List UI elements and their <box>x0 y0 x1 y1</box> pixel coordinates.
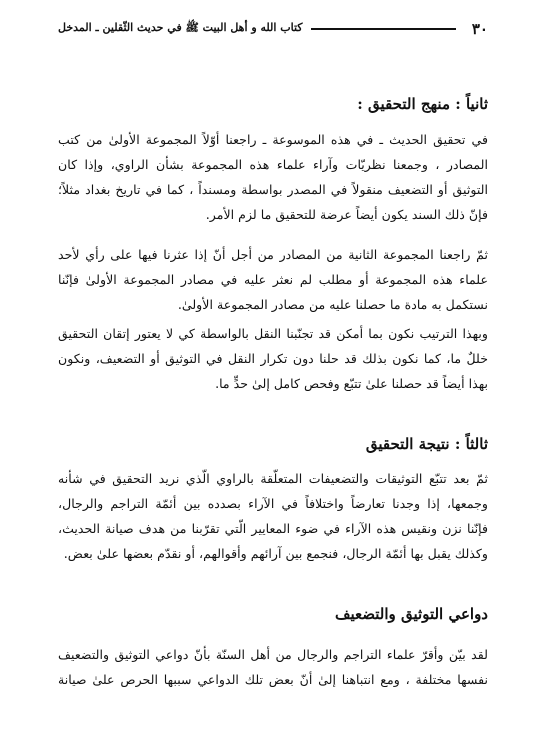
text-line: خللٌ ما، كما نكون بذلك قد حلنا دون تكرار النقل في التوثيق أو التضعيف، ونكون <box>58 351 488 366</box>
header-rule <box>311 28 456 30</box>
text-line: وكذلك يقبل بها أئمّة الرجال، فنجمع بين آرائهم وأقوالهم، أو نقدّم بعضها علىٰ بعض. <box>63 546 488 561</box>
section-result <box>58 432 488 456</box>
page-number: ٣٠ <box>471 20 488 38</box>
section-heading: دواعي التوثيق والتضعيف <box>334 605 488 623</box>
running-header <box>58 18 488 40</box>
running-title: كتاب الله و أهل البيت ﷺ في حديث الثّقلين ـ المدخل <box>58 21 303 34</box>
text-line: علماء هذه المجموعة أو مطلب لم نعثر عليه في مصادر المجموعة الأولىٰ فإنّنا <box>58 272 488 287</box>
text-line: التوثيق أو التضعيف منقولاً في المصدر بواسطة ومسنداً ، كما في تاريخ بغداد مثلاً؛ <box>58 182 488 197</box>
text-line: في تحقيق الحديث ـ في هذه الموسوعة ـ راجعنا أوّلاً المجموعة الأولىٰ من كتب <box>58 132 488 147</box>
text-line: بهذا أيضاً قد حصلنا علىٰ تتبّع وفحص كامل إلىٰ حدٍّ ما. <box>215 376 488 391</box>
paragraph <box>58 642 488 692</box>
text-line: لقد بيّن وأقرّ علماء التراجم والرجال من أهل السنّة بأنّ دواعي التوثيق والتضعيف <box>58 647 488 662</box>
paragraph <box>58 127 488 227</box>
text-line: فإنّ ذلك السند يكون أيضاً عرضة للتحقيق ما لزم الأمر. <box>205 207 488 222</box>
paragraph <box>58 321 488 396</box>
section-motives <box>58 602 488 626</box>
text-line: المصادر ، وجمعنا نظريّات وآراء علماء هذه المجموعة بشأن الراوي، وإذا كان <box>58 157 488 172</box>
text-line: ثمّ راجعنا المجموعة الثانية من المصادر من أجل أنّ إذا عثرنا فيها على رأي لأحد <box>58 247 488 262</box>
paragraph <box>58 466 488 566</box>
text-line: نفسها مختلفة ، ومع انتباهنا إلىٰ أنّ بعض تلك الدواعي سببها الحرص علىٰ صيانة <box>58 672 488 687</box>
paragraph <box>58 242 488 317</box>
text-line: نستكمل به مادة ما حصلنا عليه من مصادر المجموعة الأولىٰ. <box>177 297 488 312</box>
text-line: ثمّ بعد تتبّع التوثيقات والتضعيفات المتعلّقة بالراوي الّذي نريد التحقيق في شأنه <box>58 471 488 486</box>
section-methodology <box>58 92 488 116</box>
text-line: وجمعها، إذا وجدنا تعارضاً واختلافاً في الآراء بصدده بين أئمّة التراجم والرجال، <box>58 496 488 511</box>
section-heading: ثانياً : منهج التحقيق : <box>357 95 488 113</box>
text-line: وبهذا الترتيب نكون بما أمكن قد تجنّبنا النقل بالواسطة كي لا يعتور إتقان التحقيق <box>58 326 488 341</box>
text-line: فإنّنا نزن ونقيس هذه الآراء في ضوء المعايير الّتي تقرّبنا من هدف صيانة الحديث، <box>58 521 488 536</box>
section-heading: ثالثاً : نتيجة التحقيق <box>365 435 488 453</box>
